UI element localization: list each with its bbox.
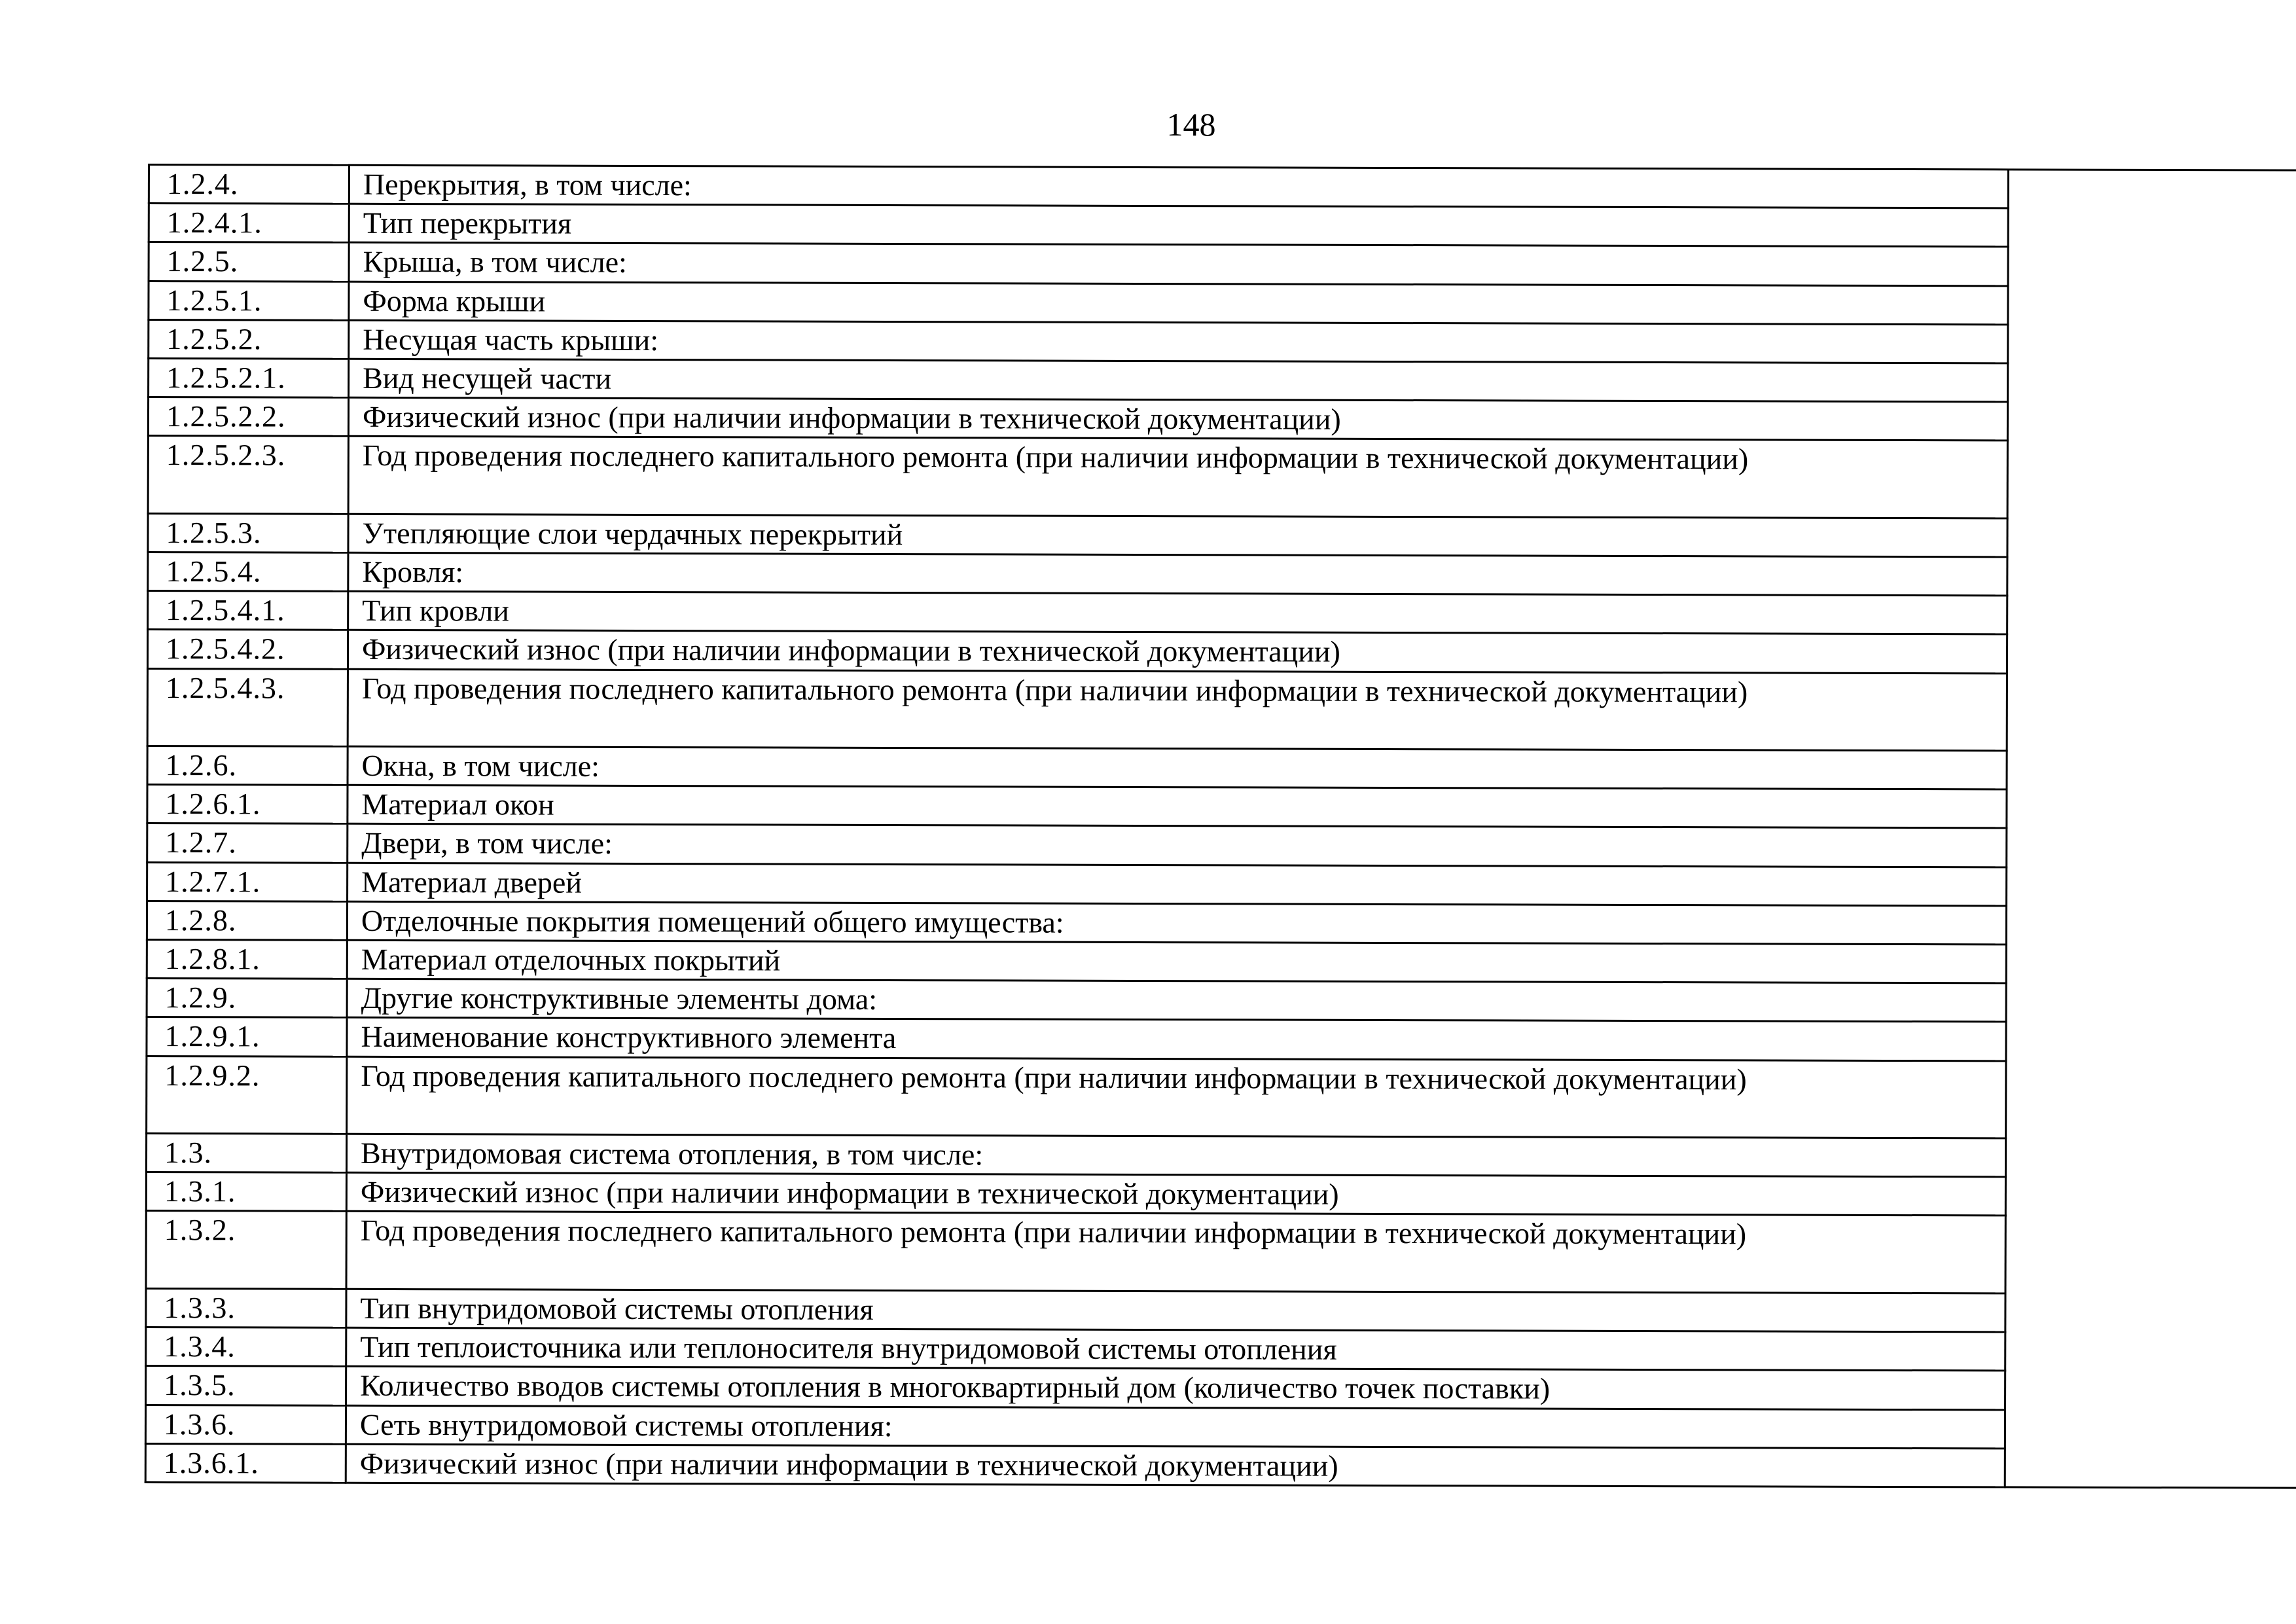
item-number: 1.2.4.1. — [149, 204, 349, 243]
table-row — [146, 1327, 2296, 1372]
item-text: Год проведения последнего капитального ремонта (при наличии информации в технической документации) — [348, 437, 2007, 518]
item-number: 1.2.9.2. — [147, 1056, 347, 1134]
item-number: 1.2.5. — [149, 242, 349, 281]
item-text: Окна, в том числе: — [348, 746, 2007, 789]
item-text: Сеть внутридомовой системы отопления: — [346, 1405, 2005, 1449]
item-number: 1.2.4. — [149, 165, 349, 204]
item-text: Год проведения последнего капитального ремонта (при наличии информации в технической документации) — [348, 669, 2007, 751]
item-text: Тип внутридомовой системы отопления — [346, 1289, 2005, 1332]
table-row — [147, 901, 2296, 945]
item-number: 1.3.2. — [146, 1211, 346, 1289]
item-text: Другие конструктивные элементы дома: — [347, 979, 2006, 1022]
item-number: 1.3.6.1. — [145, 1443, 346, 1483]
item-text: Материал дверей — [348, 863, 2007, 906]
item-text: Тип теплоисточника или теплоносителя внутридомовой системы отопления — [346, 1327, 2005, 1371]
item-number: 1.2.5.1. — [149, 281, 349, 320]
table-row — [149, 281, 2296, 325]
item-number: 1.2.9.1. — [147, 1017, 347, 1056]
table-row — [147, 746, 2296, 791]
table-row — [147, 668, 2296, 752]
item-number: 1.3.4. — [146, 1327, 346, 1367]
table-row — [146, 1211, 2296, 1295]
table-row — [147, 979, 2296, 1023]
item-text: Физический износ (при наличии информации в технической документации) — [346, 1173, 2005, 1216]
table-row — [148, 591, 2296, 636]
item-number: 1.2.8. — [147, 901, 347, 940]
item-text: Несущая часть крыши: — [349, 320, 2008, 363]
item-text: Двери, в том числе: — [348, 824, 2007, 867]
item-number: 1.2.7.1. — [147, 862, 348, 901]
item-text: Физический износ (при наличии информации в технической документации) — [348, 398, 2007, 441]
item-text: Крыша, в том числе: — [349, 243, 2008, 286]
item-number: 1.3.3. — [146, 1288, 346, 1327]
table-row — [147, 785, 2296, 829]
item-text: Физический износ (при наличии информации в технической документации) — [348, 630, 2007, 674]
table-row — [148, 436, 2296, 520]
table-row — [147, 630, 2296, 674]
characteristics-table — [145, 164, 2296, 1489]
item-text: Количество вводов системы отопления в многоквартирный дом (количество точек поставки) — [346, 1367, 2005, 1410]
table-row — [146, 1172, 2296, 1217]
item-text: Материал окон — [348, 785, 2007, 829]
table-row — [149, 204, 2296, 248]
item-number: 1.2.5.2.2. — [148, 397, 348, 437]
item-text: Кровля: — [348, 552, 2007, 596]
item-number: 1.2.9. — [147, 979, 347, 1018]
table-row — [149, 319, 2296, 364]
table-row — [149, 165, 2296, 209]
table-row — [148, 513, 2296, 558]
item-text: Утепляющие слои чердачных перекрытий — [348, 514, 2007, 557]
item-text: Физический износ (при наличии информации в технической документации) — [346, 1444, 2005, 1487]
item-text: Год проведения капитального последнего ремонта (при наличии информации в технической документации) — [347, 1056, 2006, 1138]
table-row — [149, 359, 2296, 403]
item-text: Тип кровли — [348, 592, 2007, 635]
table-row — [146, 1366, 2296, 1411]
item-number: 1.3.6. — [145, 1405, 346, 1444]
item-text: Год проведения последнего капитального ремонта (при наличии информации в технической документации) — [346, 1212, 2005, 1293]
item-number: 1.2.5.2.3. — [148, 436, 348, 514]
item-number: 1.2.7. — [147, 823, 348, 863]
item-number: 1.3.5. — [146, 1366, 346, 1405]
value-column — [2005, 170, 2296, 1489]
table-row — [146, 1134, 2296, 1178]
item-text: Тип перекрытия — [349, 204, 2008, 247]
table-row — [147, 1056, 2296, 1140]
table-row — [149, 242, 2296, 287]
item-text: Перекрытия, в том числе: — [349, 165, 2008, 208]
item-number: 1.2.5.3. — [148, 513, 348, 552]
table-row — [147, 940, 2296, 984]
item-text: Материал отделочных покрытий — [347, 940, 2006, 983]
item-number: 1.3.1. — [146, 1172, 346, 1212]
page-number: 148 — [1166, 106, 1216, 143]
table-row — [147, 823, 2296, 868]
table-row — [148, 552, 2296, 597]
item-number: 1.2.5.4.3. — [147, 668, 348, 746]
item-number: 1.2.5.4.1. — [148, 591, 348, 630]
item-number: 1.2.6. — [147, 746, 348, 785]
table-row — [147, 1017, 2296, 1062]
item-number: 1.2.5.4. — [148, 552, 348, 592]
table-row — [146, 1288, 2296, 1333]
item-number: 1.3. — [146, 1134, 346, 1173]
item-text: Отделочные покрытия помещений общего имущества: — [347, 901, 2006, 945]
table-row — [147, 862, 2296, 907]
item-text: Наименование конструктивного элемента — [347, 1018, 2006, 1061]
item-text: Вид несущей части — [349, 359, 2008, 402]
item-number: 1.2.5.4.2. — [147, 630, 348, 669]
item-number: 1.2.6.1. — [147, 785, 348, 824]
table-row — [148, 397, 2296, 442]
item-text: Форма крыши — [349, 281, 2008, 325]
item-number: 1.2.8.1. — [147, 940, 347, 979]
item-number: 1.2.5.2.1. — [149, 359, 349, 398]
table-row — [145, 1405, 2296, 1449]
item-text: Внутридомовая система отопления, в том числе: — [346, 1134, 2005, 1177]
item-number: 1.2.5.2. — [149, 319, 349, 359]
table-row — [145, 1443, 2296, 1489]
